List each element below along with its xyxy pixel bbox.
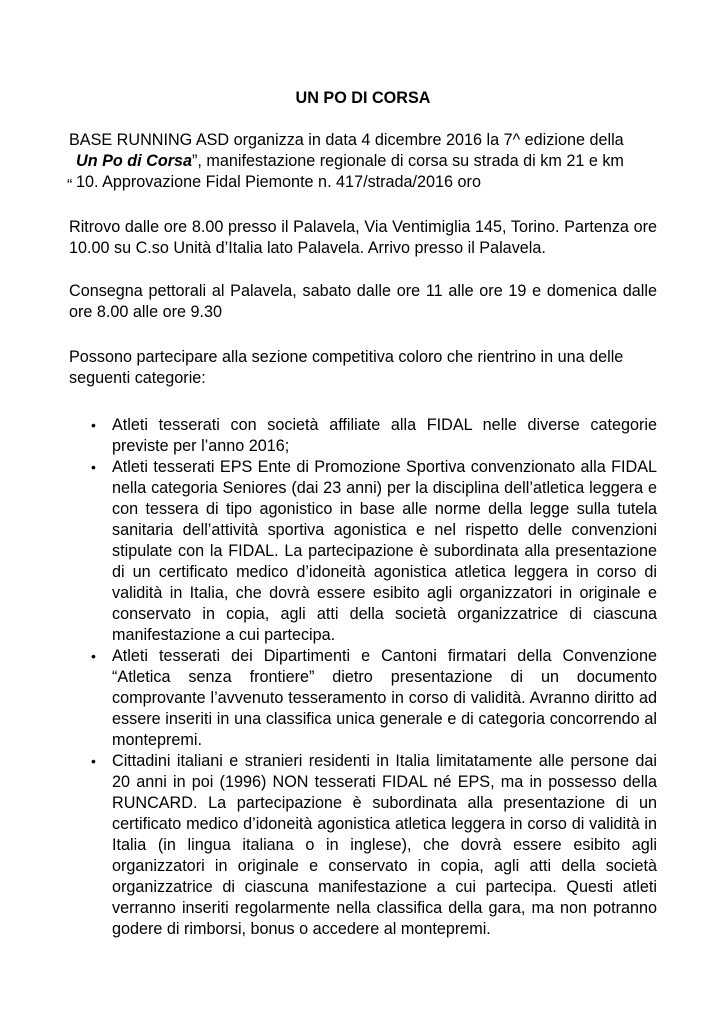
bullet-icon: • <box>91 648 96 664</box>
list-item <box>69 457 657 646</box>
list-item-text: Atleti tesserati EPS Ente di Promozione Sportiva convenzionato alla FIDAL nella categoria Seniores (dai 23 anni) per la disciplina dell’atletica leggera e con tessera di tipo agonistico in base alle norme della legge sulla tutela sanitaria dell’attività sportiva agonistica e nel rispetto delle convenzioni stipulate con la FIDAL. La partecipazione è subordinata alla presentazione di un certificato medico d’idoneità agonistica atletica leggera in corso di validità in Italia, che dovrà essere esibito agli organizzatori in originale e conservato in copia, agli atti della società organizzatrice di ciascuna manifestazione a cui partecipa. <box>112 458 657 644</box>
event-name: Un Po di Corsa <box>76 152 193 170</box>
list-item <box>69 751 657 940</box>
consegna-paragraph: Consegna pettorali al Palavela, sabato dalle ore 11 alle ore 19 e domenica dalle ore 8.00 alle ore 9.30 <box>69 282 657 321</box>
list-item <box>69 646 657 751</box>
possono-paragraph: Possono partecipare alla sezione competitiva coloro che rientrino in una delle seguenti categorie: <box>69 348 624 387</box>
intro-line-3 <box>69 172 657 193</box>
list-item-text: Cittadini italiani e stranieri residenti in Italia limitatamente alle persone dai 20 anni in poi (1996) NON tesserati FIDAL né EPS, ma in possesso della RUNCARD. La partecipazione è subordinata alla presentazione di un certificato medico d’idoneità agonistica atletica leggera in corso di validità in Italia (in lingua italiana o in inglese), che dovrà essere esibito agli organizzatori in originale e conservato in copia, agli atti della società organizzatrice di ciascuna manifestazione a cui partecipa. Questi atleti verranno inseriti regolarmente nella classifica della gara, ma non potranno godere di rimborsi, bonus o accedere al montepremi. <box>112 752 657 938</box>
bullet-icon: • <box>91 753 96 769</box>
categories-list <box>69 415 657 940</box>
document-page <box>69 88 657 940</box>
intro-line-2-rest: ”, manifestazione regionale di corsa su strada di km 21 e km <box>192 152 624 170</box>
open-quote: “ <box>67 177 73 194</box>
list-item-text: Atleti tesserati dei Dipartimenti e Cantoni firmatari della Convenzione “Atletica senza frontiere” dietro presentazione di un documento comprovante l’avvenuto tesseramento in corso di validità. Avranno diritto ad essere inseriti in una classifica unica generale e di categoria concorrendo al montepremi. <box>112 647 657 749</box>
intro-line-3-text: 10. Approvazione Fidal Piemonte n. 417/strada/2016 oro <box>76 173 481 191</box>
ritrovo-paragraph: Ritrovo dalle ore 8.00 presso il Palavela, Via Ventimiglia 145, Torino. Partenza ore 10.00 su C.so Unità d’Italia lato Palavela. Arrivo presso il Palavela. <box>69 218 657 257</box>
page-title: UN PO DI CORSA <box>295 89 431 107</box>
bullet-icon: • <box>91 459 96 475</box>
list-item <box>69 415 657 457</box>
bullet-icon: • <box>91 417 96 433</box>
intro-line-2 <box>69 151 657 172</box>
list-item-text: Atleti tesserati con società affiliate alla FIDAL nelle diverse categorie previste per l’anno 2016; <box>112 416 657 455</box>
intro-paragraph <box>69 130 657 193</box>
intro-line-1: BASE RUNNING ASD organizza in data 4 dicembre 2016 la 7^ edizione della <box>69 131 624 149</box>
